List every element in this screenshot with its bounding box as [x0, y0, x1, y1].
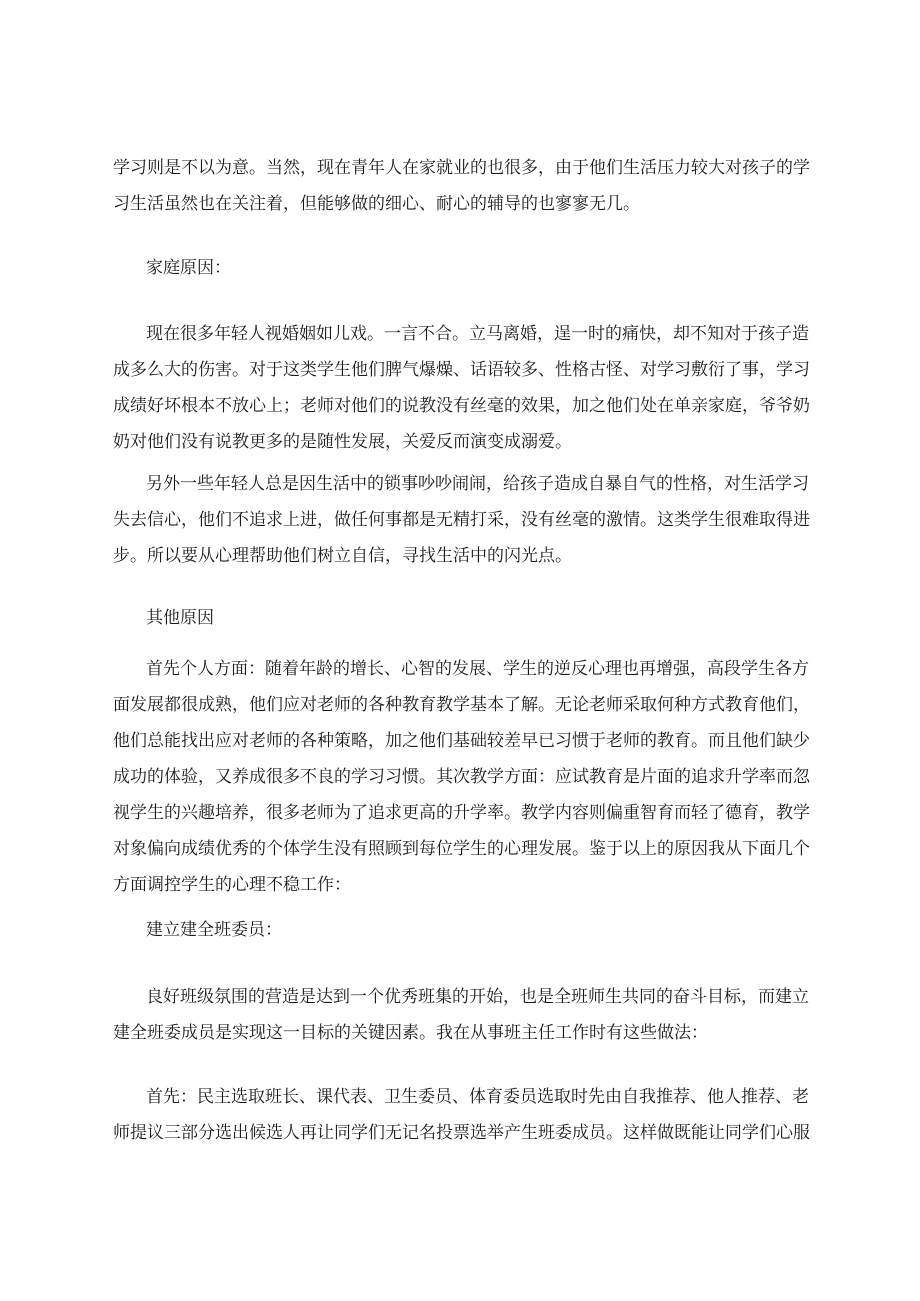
paragraph-line: 良好班级氛围的营造是达到一个优秀班集的开始，也是全班师生共同的奋斗目标，而建立 [146, 987, 809, 1007]
paragraph-line: 师提议三部分选出候选人再让同学们无记名投票选举产生班委成员。这样做既能让同学们心服 [113, 1123, 810, 1143]
paragraph-line: 首先个人方面：随着年龄的增长、心智的发展、学生的逆反心理也再增强，高段学生各方 [146, 659, 809, 679]
paragraph-line: 步。所以要从心理帮助他们树立自信，寻找生活中的闪光点。 [113, 546, 572, 566]
paragraph-1 [113, 150, 813, 222]
heading-class-committee: 建立建全班委员： [146, 920, 282, 940]
paragraph-line: 习生活虽然也在关注着，但能够做的细心、耐心的辅导的也寥寥无几。 [113, 194, 640, 214]
heading-family-reasons: 家庭原因： [146, 258, 231, 278]
paragraph-line: 方面调控学生的心理不稳工作： [113, 875, 351, 895]
paragraph-line: 现在很多年轻人视婚姻如儿戏。一言不合。立马离婚，逞一时的痛快，却不知对于孩子造 [146, 324, 809, 344]
paragraph-line: 首先：民主选取班长、课代表、卫生委员、体育委员选取时先由自我推荐、他人推荐、老 [146, 1087, 809, 1107]
paragraph-line: 另外一些年轻人总是因生活中的锁事吵吵闹闹，给孩子造成自暴自气的性格，对生活学习 [146, 474, 809, 494]
paragraph-line: 成功的体验，又养成很多不良的学习习惯。其次教学方面：应试教育是片面的追求升学率而忽 [113, 767, 810, 787]
paragraph-line: 奶对他们没有说教更多的是随性发展，关爱反而演变成溺爱。 [113, 432, 572, 452]
paragraph-line: 学习则是不以为意。当然，现在青年人在家就业的也很多，由于他们生活压力较大对孩子的学 [113, 158, 810, 178]
heading-other-reasons: 其他原因 [146, 608, 214, 628]
paragraph-line: 成多么大的伤害。对于这类学生他们脾气爆燥、话语较多、性格古怪、对学习敷衍了事，学习 [113, 360, 810, 380]
paragraph-line: 他们总能找出应对老师的各种策略，加之他们基础较差早已习惯于老师的教育。而且他们缺少 [113, 731, 810, 751]
paragraph-line: 对象偏向成绩优秀的个体学生没有照顾到每位学生的心理发展。鉴于以上的原因我从下面几个 [113, 839, 810, 859]
paragraph-3 [113, 466, 813, 574]
paragraph-line: 成绩好坏根本不放心上；老师对他们的说教没有丝毫的效果，加之他们处在单亲家庭，爷爷奶 [113, 396, 810, 416]
paragraph-2 [113, 316, 813, 460]
paragraph-4 [113, 651, 813, 903]
paragraph-6 [113, 1079, 813, 1151]
paragraph-5 [113, 979, 813, 1051]
paragraph-line: 建全班委成员是实现这一目标的关键因素。我在从事班主任工作时有这些做法： [113, 1023, 708, 1043]
paragraph-line: 视学生的兴趣培养，很多老师为了追求更高的升学率。教学内容则偏重智育而轻了德育，教学 [113, 803, 810, 823]
paragraph-line: 失去信心，他们不追求上进，做任何事都是无精打采，没有丝毫的激情。这类学生很难取得进 [113, 510, 810, 530]
paragraph-line: 面发展都很成熟，他们应对老师的各种教育教学基本了解。无论老师采取何种方式教育他们， [113, 695, 810, 715]
